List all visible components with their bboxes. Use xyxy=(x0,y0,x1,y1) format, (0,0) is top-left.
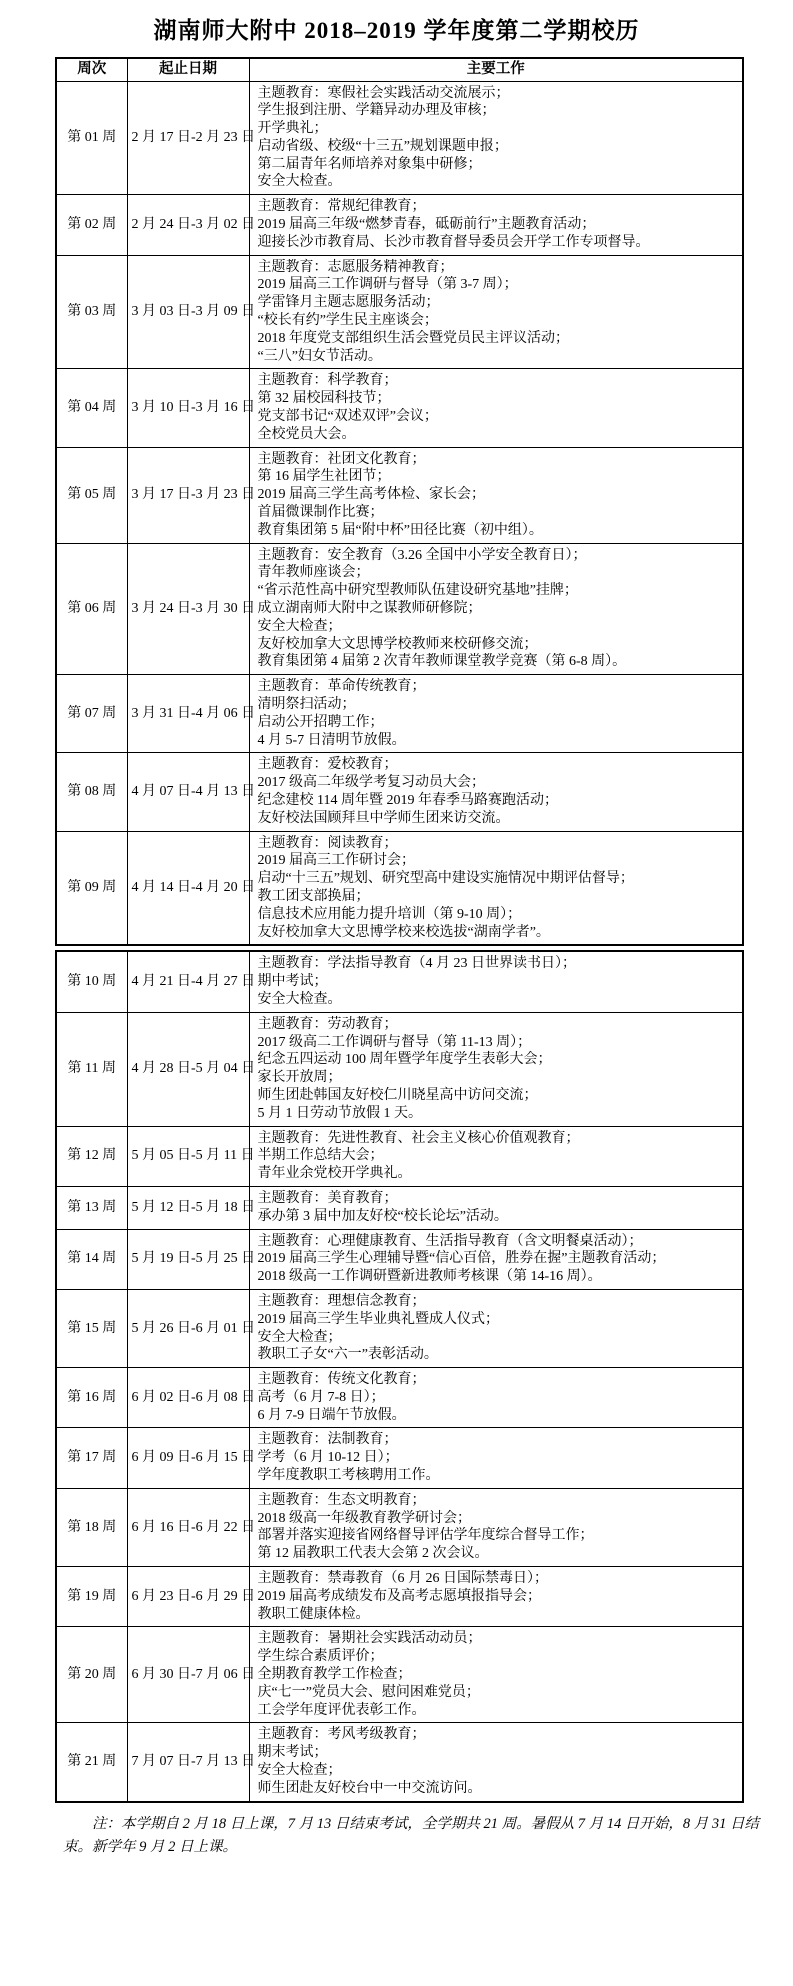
table-row xyxy=(56,447,743,543)
task-line: 全校党员大会。 xyxy=(257,426,356,442)
tasks-cell xyxy=(249,753,743,831)
task-line: 成立湖南师大附中之谋教师研修院； xyxy=(257,601,482,617)
task-line: 主题教育：安全教育（3.26 全国中小学安全教育日）； xyxy=(257,547,587,563)
task-line: 主题教育：生态文明教育； xyxy=(257,1492,426,1508)
table-row xyxy=(56,1428,743,1488)
table-row xyxy=(56,369,743,447)
task-line: 2019 届高三学生毕业典礼暨成人仪式； xyxy=(257,1311,499,1327)
task-line: 迎接长沙市教育局、长沙市教育督导委员会开学工作专项督导。 xyxy=(257,234,650,250)
tasks-cell xyxy=(249,1488,743,1566)
tasks-cell xyxy=(249,675,743,753)
task-line: 教职工子女“六一”表彰活动。 xyxy=(257,1347,438,1363)
tasks-cell xyxy=(249,1428,743,1488)
task-line: 主题教育：学法指导教育（4 月 23 日世界读书日）； xyxy=(257,956,576,972)
date-range: 3 月 17 日-3 月 23 日 xyxy=(127,447,249,543)
week-label: 第 07 周 xyxy=(56,675,127,753)
task-line: 2019 届高三工作研讨会； xyxy=(257,853,415,869)
task-line: 友好校法国顾拜旦中学师生团来访交流。 xyxy=(257,810,510,826)
task-line: 工会学年度评优表彰工作。 xyxy=(257,1702,426,1718)
task-line: 启动省级、校级“十三五”规划课题申报； xyxy=(257,138,508,154)
task-line: 友好校加拿大文思博学校教师来校研修交流； xyxy=(257,636,538,652)
table-row xyxy=(56,81,743,195)
task-line: 学雷锋月主题志愿服务活动； xyxy=(257,295,440,311)
week-label: 第 01 周 xyxy=(56,81,127,195)
table-row xyxy=(56,1229,743,1289)
task-line: 全期教育教学工作检查； xyxy=(257,1667,412,1683)
tasks-cell xyxy=(249,447,743,543)
task-line: 承办第 3 届中加友好校“校长论坛”活动。 xyxy=(257,1208,508,1224)
task-line: 安全大检查； xyxy=(257,1329,342,1345)
task-line: 2019 届高三工作调研与督导（第 3-7 周）； xyxy=(257,277,518,293)
table-row xyxy=(56,195,743,255)
task-line: 主题教育：先进性教育、社会主义核心价值观教育； xyxy=(257,1130,580,1146)
week-label: 第 21 周 xyxy=(56,1723,127,1802)
table-row xyxy=(56,1012,743,1126)
table-row xyxy=(56,1126,743,1186)
task-line: 学考（6 月 10-12 日）； xyxy=(257,1450,399,1466)
table-row xyxy=(56,1289,743,1367)
task-line: 主题教育：法制教育； xyxy=(257,1432,398,1448)
week-label: 第 13 周 xyxy=(56,1186,127,1229)
task-line: 安全大检查。 xyxy=(257,174,342,190)
task-line: 主题教育：常规纪律教育； xyxy=(257,199,426,215)
task-line: 师生团赴韩国友好校仁川晓星高中访问交流； xyxy=(257,1087,538,1103)
task-line: “校长有约”学生民主座谈会； xyxy=(257,313,438,329)
table-row xyxy=(56,1186,743,1229)
date-range: 4 月 21 日-4 月 27 日 xyxy=(127,951,249,1012)
table-row xyxy=(56,1368,743,1428)
week-label: 第 10 周 xyxy=(56,951,127,1012)
task-line: 信息技术应用能力提升培训（第 9-10 周）； xyxy=(257,906,522,922)
date-range: 2 月 17 日-2 月 23 日 xyxy=(127,81,249,195)
tasks-cell xyxy=(249,81,743,195)
task-line: 教育集团第 4 届第 2 次青年教师课堂教学竞赛（第 6-8 周）。 xyxy=(257,654,627,670)
tasks-cell xyxy=(249,831,743,945)
task-line: 党支部书记“双述双评”会议； xyxy=(257,409,438,425)
task-line: 主题教育：科学教育； xyxy=(257,373,398,389)
tasks-cell xyxy=(249,255,743,369)
task-line: 开学典礼； xyxy=(257,121,328,137)
week-label: 第 18 周 xyxy=(56,1488,127,1566)
table-row xyxy=(56,675,743,753)
tasks-cell xyxy=(249,369,743,447)
tasks-cell xyxy=(249,951,743,1012)
task-line: 学年度教职工考核聘用工作。 xyxy=(257,1468,440,1484)
task-line: 2019 届高三学生心理辅导暨“信心百倍，胜券在握”主题教育活动； xyxy=(257,1251,666,1267)
task-line: 4 月 5-7 日清明节放假。 xyxy=(257,732,406,748)
date-range: 5 月 12 日-5 月 18 日 xyxy=(127,1186,249,1229)
tasks-cell xyxy=(249,1289,743,1367)
tasks-cell xyxy=(249,543,743,675)
calendar-table-part2 xyxy=(55,950,744,1802)
task-line: 主题教育：传统文化教育； xyxy=(257,1372,426,1388)
task-line: 2019 届高三学生高考体检、家长会； xyxy=(257,487,485,503)
header-week: 周次 xyxy=(56,58,127,81)
task-line: 主题教育：理想信念教育； xyxy=(257,1293,426,1309)
task-line: 部署并落实迎接省网络督导评估学年度综合督导工作； xyxy=(257,1528,594,1544)
tasks-cell xyxy=(249,1229,743,1289)
task-line: 安全大检查； xyxy=(257,1763,342,1779)
task-line: 青年教师座谈会； xyxy=(257,565,370,581)
task-line: “三八”妇女节活动。 xyxy=(257,348,382,364)
task-line: 主题教育：爱校教育； xyxy=(257,757,398,773)
task-line: 友好校加拿大文思博学校来校选拔“湖南学者”。 xyxy=(257,924,550,940)
task-line: 2019 届高三年级“燃梦青春，砥砺前行”主题教育活动； xyxy=(257,217,596,233)
week-label: 第 05 周 xyxy=(56,447,127,543)
task-line: 期中考试； xyxy=(257,974,328,990)
task-line: 第 16 届学生社团节； xyxy=(257,469,391,485)
tasks-cell xyxy=(249,1627,743,1723)
date-range: 6 月 09 日-6 月 15 日 xyxy=(127,1428,249,1488)
tasks-cell xyxy=(249,1126,743,1186)
task-line: 清明祭扫活动； xyxy=(257,697,356,712)
date-range: 6 月 30 日-7 月 06 日 xyxy=(127,1627,249,1723)
table-row xyxy=(56,1723,743,1802)
task-line: 主题教育：志愿服务精神教育； xyxy=(257,259,454,275)
task-line: 主题教育：暑期社会实践活动动员； xyxy=(257,1631,482,1647)
task-line: 主题教育：劳动教育； xyxy=(257,1016,398,1032)
week-label: 第 09 周 xyxy=(56,831,127,945)
tasks-cell xyxy=(249,1186,743,1229)
task-line: 主题教育：考风考级教育； xyxy=(257,1727,426,1743)
date-range: 4 月 07 日-4 月 13 日 xyxy=(127,753,249,831)
date-range: 2 月 24 日-3 月 02 日 xyxy=(127,195,249,255)
week-label: 第 15 周 xyxy=(56,1289,127,1367)
tasks-cell xyxy=(249,1567,743,1627)
task-line: 启动公开招聘工作； xyxy=(257,714,384,730)
date-range: 3 月 10 日-3 月 16 日 xyxy=(127,369,249,447)
table-row xyxy=(56,255,743,369)
task-line: 6 月 7-9 日端午节放假。 xyxy=(257,1407,406,1423)
task-line: 2017 级高二年级学考复习动员大会； xyxy=(257,775,485,791)
week-label: 第 17 周 xyxy=(56,1428,127,1488)
week-label: 第 19 周 xyxy=(56,1567,127,1627)
date-range: 5 月 19 日-5 月 25 日 xyxy=(127,1229,249,1289)
task-line: 安全大检查。 xyxy=(257,991,342,1007)
task-line: 主题教育：美育教育； xyxy=(257,1190,398,1206)
date-range: 6 月 02 日-6 月 08 日 xyxy=(127,1368,249,1428)
date-range: 5 月 05 日-5 月 11 日 xyxy=(127,1126,249,1186)
task-line: 主题教育：社团文化教育； xyxy=(257,451,426,467)
week-label: 第 04 周 xyxy=(56,369,127,447)
task-line: 教工团支部换届； xyxy=(257,888,370,904)
table-header-row xyxy=(56,58,743,81)
tasks-cell xyxy=(249,195,743,255)
table-row xyxy=(56,753,743,831)
task-line: 第 32 届校园科技节； xyxy=(257,391,391,407)
task-line: 学生综合素质评价； xyxy=(257,1649,384,1665)
task-line: 纪念建校 114 周年暨 2019 年春季马路赛跑活动； xyxy=(257,792,558,808)
footnote: 注：本学期自 2 月 18 日上课，7 月 13 日结束考试，全学期共 21 周。暑假从 7 月 14 日开始，8 月 31 日结束。新学年 9 月 2 日上课。 xyxy=(63,1815,759,1855)
week-label: 第 16 周 xyxy=(56,1368,127,1428)
header-tasks: 主要工作 xyxy=(249,58,743,81)
task-line: 2017 级高二工作调研与督导（第 11-13 周）； xyxy=(257,1034,532,1050)
calendar-table-part1 xyxy=(55,57,744,946)
tasks-cell xyxy=(249,1723,743,1802)
task-line: 主题教育：阅读教育； xyxy=(257,835,398,851)
table-row xyxy=(56,951,743,1012)
date-range: 5 月 26 日-6 月 01 日 xyxy=(127,1289,249,1367)
task-line: 主题教育：寒假社会实践活动交流展示； xyxy=(257,85,510,101)
task-line: “省示范性高中研究型教师队伍建设研究基地”挂牌； xyxy=(257,583,578,599)
task-line: 纪念五四运动 100 周年暨学年度学生表彰大会； xyxy=(257,1052,552,1068)
week-label: 第 14 周 xyxy=(56,1229,127,1289)
task-line: 青年业余党校开学典礼。 xyxy=(257,1166,412,1182)
table-row xyxy=(56,1567,743,1627)
task-line: 首届微课制作比赛； xyxy=(257,505,384,521)
date-range: 3 月 31 日-4 月 06 日 xyxy=(127,675,249,753)
task-line: 主题教育：心理健康教育、生活指导教育（含文明餐桌活动）； xyxy=(257,1233,643,1249)
task-line: 家长开放周； xyxy=(257,1070,342,1086)
date-range: 6 月 16 日-6 月 22 日 xyxy=(127,1488,249,1566)
task-line: 5 月 1 日劳动节放假 1 天。 xyxy=(257,1105,422,1121)
task-line: 教职工健康体检。 xyxy=(257,1606,370,1622)
week-label: 第 20 周 xyxy=(56,1627,127,1723)
date-range: 3 月 03 日-3 月 09 日 xyxy=(127,255,249,369)
header-dates: 起止日期 xyxy=(127,58,249,81)
task-line: 庆“七一”党员大会、慰问困难党员； xyxy=(257,1684,480,1700)
tasks-cell xyxy=(249,1012,743,1126)
task-line: 2018 级高一工作调研暨新进教师考核课（第 14-16 周）。 xyxy=(257,1269,602,1285)
task-line: 主题教育：革命传统教育； xyxy=(257,679,426,695)
page-title: 湖南师大附中 2018–2019 学年度第二学期校历 xyxy=(153,18,640,43)
task-line: 2019 届高考成绩发布及高考志愿填报指导会； xyxy=(257,1588,541,1604)
task-line: 安全大检查； xyxy=(257,618,342,634)
task-line: 2018 年度党支部组织生活会暨党员民主评议活动； xyxy=(257,330,569,346)
task-line: 半期工作总结大会； xyxy=(257,1148,384,1164)
table-row xyxy=(56,831,743,945)
task-line: 学生报到注册、学籍异动办理及审核； xyxy=(257,103,496,119)
task-line: 启动“十三五”规划、研究型高中建设实施情况中期评估督导； xyxy=(257,871,634,887)
week-label: 第 06 周 xyxy=(56,543,127,675)
date-range: 4 月 28 日-5 月 04 日 xyxy=(127,1012,249,1126)
task-line: 第 12 届教职工代表大会第 2 次会议。 xyxy=(257,1546,489,1562)
week-label: 第 12 周 xyxy=(56,1126,127,1186)
task-line: 高考（6 月 7-8 日）； xyxy=(257,1389,385,1405)
week-label: 第 08 周 xyxy=(56,753,127,831)
week-label: 第 03 周 xyxy=(56,255,127,369)
table-row xyxy=(56,1488,743,1566)
table-row xyxy=(56,1627,743,1723)
task-line: 教育集团第 5 届“附中杯”田径比赛（初中组）。 xyxy=(257,522,543,538)
date-range: 3 月 24 日-3 月 30 日 xyxy=(127,543,249,675)
tasks-cell xyxy=(249,1368,743,1428)
task-line: 主题教育：禁毒教育（6 月 26 日国际禁毒日）； xyxy=(257,1571,548,1587)
table-row xyxy=(56,543,743,675)
task-line: 2018 级高一年级教育教学研讨会； xyxy=(257,1510,471,1526)
date-range: 7 月 07 日-7 月 13 日 xyxy=(127,1723,249,1802)
date-range: 4 月 14 日-4 月 20 日 xyxy=(127,831,249,945)
task-line: 期末考试； xyxy=(257,1745,328,1761)
week-label: 第 02 周 xyxy=(56,195,127,255)
task-line: 师生团赴友好校台中一中交流访问。 xyxy=(257,1780,482,1796)
task-line: 第二届青年名师培养对象集中研修； xyxy=(257,156,482,172)
date-range: 6 月 23 日-6 月 29 日 xyxy=(127,1567,249,1627)
week-label: 第 11 周 xyxy=(56,1012,127,1126)
